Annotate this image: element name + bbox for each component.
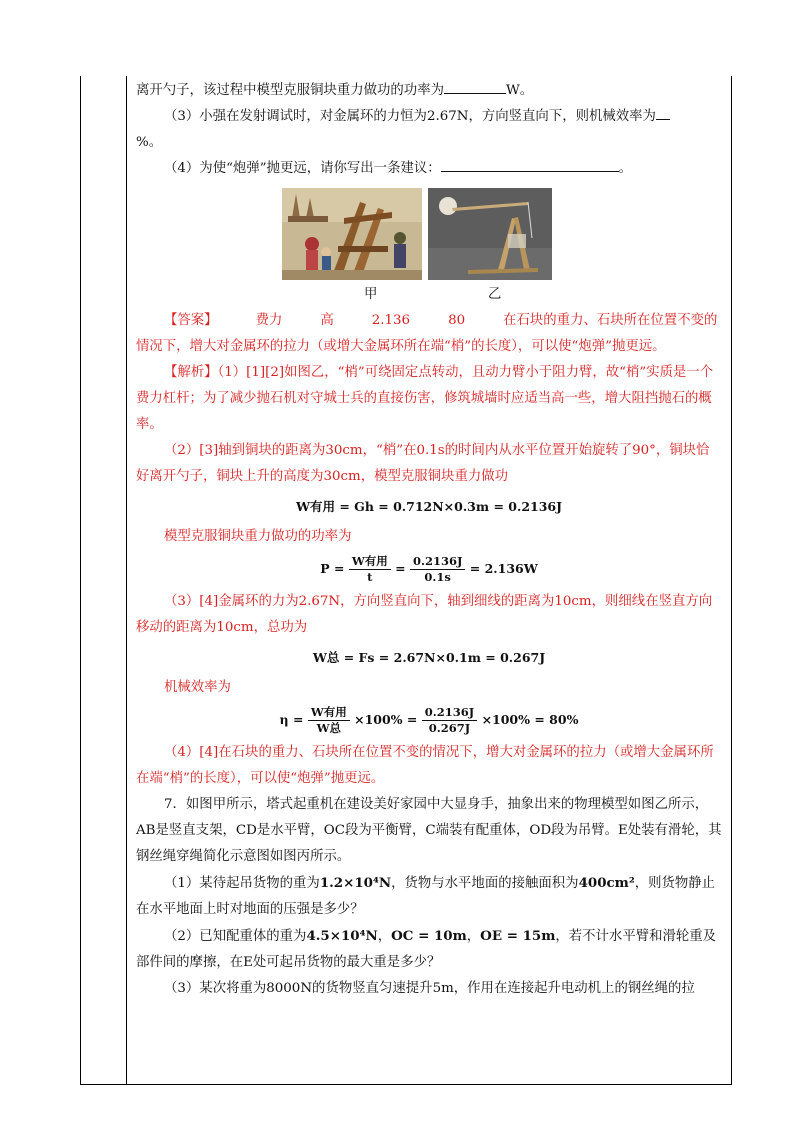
text: ，货物与水平地面的接触面积为: [391, 876, 579, 891]
document-content: [136, 78, 722, 1002]
text: （1）[1][2]如图乙，“梢”可绕固定点转动，且动力臂小于阻力臂，故“梢”实质是一个费力杠杆；为了减少抛石机对守城士兵的直接伤害，修筑城墙时应适当高一些，增大阻挡抛石的概率。: [136, 365, 714, 432]
answer-blank: [444, 78, 506, 94]
figure-captions: [136, 282, 722, 308]
caption-yi: 乙: [488, 287, 502, 302]
question-4: [136, 156, 722, 182]
analysis-6: （4）[4]在石块的重力、石块所在位置不变的情况下，增大对金属环的拉力（或增大金属环所在端“梢”的长度），可以使“炮弹”抛更远。: [136, 745, 714, 786]
denominator: 0.1s: [424, 570, 451, 584]
eq-part: P =: [320, 561, 345, 576]
text: ，则货物静止在水平地面上时对地面的压强是多少？: [136, 876, 716, 917]
answer-blank: [656, 104, 670, 120]
denominator: t: [367, 570, 373, 584]
equation-total-work: W总 = Fs = 2.67N×0.1m = 0.267J: [312, 650, 546, 665]
line-power-blank: [136, 78, 722, 104]
text: ，: [466, 929, 481, 944]
denominator: W总: [316, 721, 341, 735]
caption-jia: 甲: [364, 287, 378, 302]
answer-2: 高: [320, 313, 334, 328]
question-3: [136, 104, 722, 156]
fraction: [422, 705, 477, 736]
equation-work: W有用 = Gh = 0.712N×0.3m = 0.2136J: [295, 499, 563, 514]
value: OC = 10m: [391, 928, 467, 944]
text: ，: [377, 929, 392, 944]
question-7-stem: 7．如图甲所示，塔式起重机在建设美好家园中大显身手，抽象出来的物理模型如图乙所示，AB是竖直支架，CD是水平臂，OC段为平衡臂，C端装有配重体，OD段为吊臂。E处装有滑轮，其钢丝绳穿绳简化示意图如图丙所示。: [136, 797, 722, 864]
value: 1.2×10⁴N: [319, 875, 392, 891]
analysis-tag: 【解析】: [164, 365, 218, 380]
text: 。: [618, 161, 633, 176]
text: ，若不计水平臂和滑轮重及部件间的摩擦，在E处可起吊货物的最大重是多少？: [136, 929, 717, 970]
figure-images: [136, 188, 722, 282]
catapult-model-image: [428, 188, 552, 280]
analysis-3: 模型克服铜块重力做功的功率为: [164, 529, 352, 544]
denominator: 0.267J: [428, 721, 471, 735]
question-7-part-1: [136, 870, 722, 923]
analysis-5: 机械效率为: [164, 680, 231, 695]
text: （4）为使“炮弹”抛更远，请你写出一条建议：: [164, 161, 441, 176]
answer-block: [136, 308, 722, 490]
value: OE = 15m: [480, 928, 556, 944]
text: %。: [136, 135, 163, 150]
numerator: 0.2136J: [422, 705, 477, 721]
text: 离开勺子，该过程中模型克服铜块重力做功的功率为: [136, 83, 444, 98]
equation-efficiency: [136, 705, 722, 736]
analysis-1: [136, 360, 722, 438]
analysis-4: （3）[4]金属环的力为2.67N，方向竖直向下，轴到细线的距离为10cm，则细线在竖直方向移动的距离为10cm，总功为: [136, 594, 713, 635]
eq-part: η =: [279, 712, 304, 727]
value: 400cm²: [578, 875, 635, 891]
answer-line: [136, 308, 722, 360]
numerator: W有用: [308, 705, 350, 721]
eq-part: = 2.136W: [469, 561, 538, 576]
eq-part: =: [395, 561, 406, 576]
text: （3）小强在发射调试时，对金属环的力恒为2.67N，方向竖直向下，则机械效率为: [164, 109, 656, 124]
answer-3: 2.136: [371, 313, 411, 328]
text: W。: [505, 83, 534, 98]
answer-tag: 【答案】: [164, 313, 218, 328]
question-7-part-3: （3）某次将重为8000N的货物竖直匀速提升5m，作用在连接起升电动机上的钢丝绳的拉: [164, 981, 695, 996]
fraction: [308, 705, 350, 736]
eq-part: ×100% = 80%: [481, 712, 579, 727]
question-7-part-2: [136, 923, 722, 976]
text: （2）已知配重体的重为: [164, 929, 307, 944]
answer-1: 费力: [255, 313, 283, 328]
fraction: [410, 554, 465, 585]
analysis-2: （2）[3]轴到铜块的距离为30cm，“梢”在0.1s的时间内从水平位置开始旋转了90°，铜块恰好离开勺子，铜块上升的高度为30cm，模型克服铜块重力做功: [136, 443, 710, 484]
numerator: 0.2136J: [410, 554, 465, 570]
numerator: W有用: [349, 554, 391, 570]
answer-5: 在石块的重力、石块所在位置不变的情况下，增大对金属环的拉力（或增大金属环所在端“梢”的长度），可以使“炮弹”抛更远。: [136, 313, 718, 354]
text: （1）某待起吊货物的重为: [164, 876, 320, 891]
answer-4: 80: [448, 313, 466, 328]
eq-part: ×100% =: [354, 712, 418, 727]
value: 4.5×10⁴N: [306, 928, 378, 944]
equation-power: [136, 554, 722, 585]
table-column-divider: [126, 76, 127, 1084]
catapult-painting-image: [282, 188, 422, 280]
fraction: [349, 554, 391, 585]
answer-blank: [441, 156, 619, 172]
